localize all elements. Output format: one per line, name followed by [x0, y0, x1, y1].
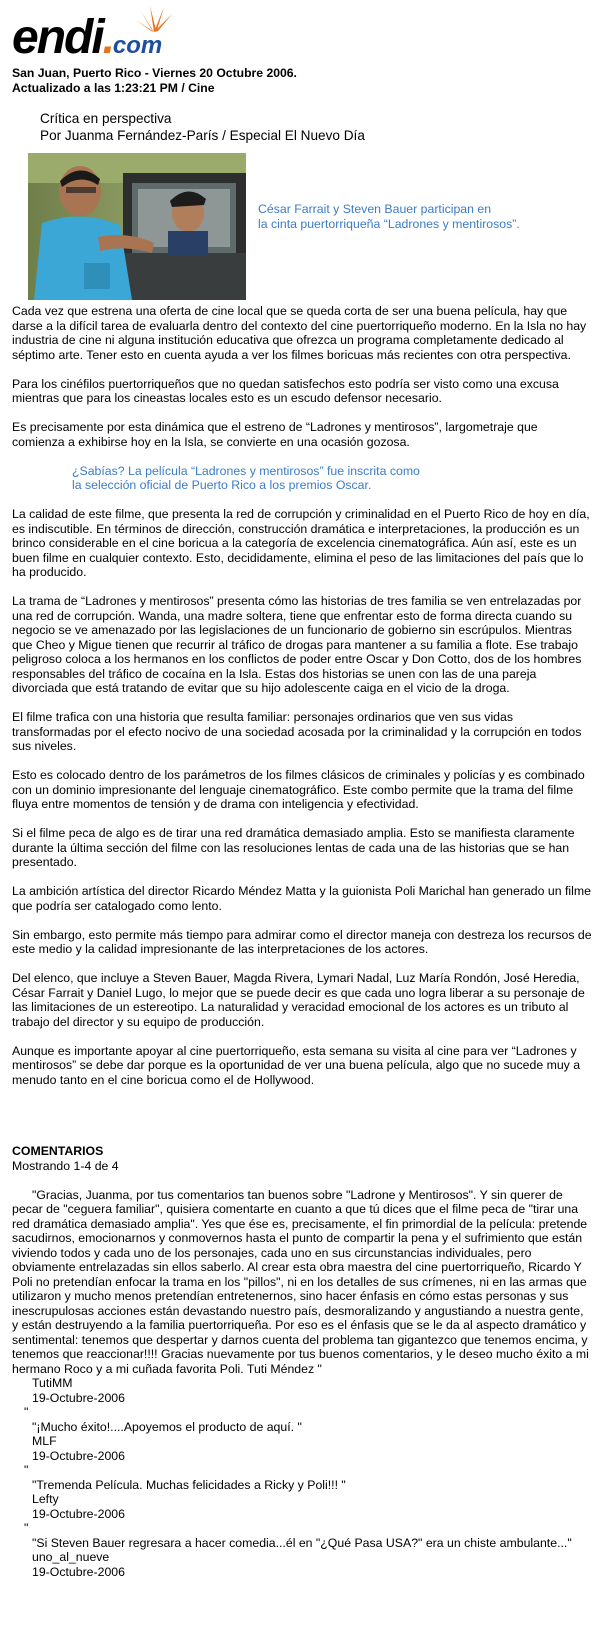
comment-item [12, 1405, 592, 1463]
comments-section [12, 1144, 592, 1579]
comment-separator: " [24, 1521, 29, 1535]
article-paragraph: Para los cinéfilos puertorriqueños que no quedan satisfechos esto podría ser visto como una excusa mientras que para los cineastas locales esto es un escudo defensor necesario. [12, 376, 559, 405]
photo-caption [258, 202, 520, 232]
article-paragraph: La calidad de este filme, que presenta la red de corrupción y criminalidad en el Puerto Rico de hoy en día, es indiscutible. En términos de dirección, construcción dramática e interpretaciones, la producción es un brinco considerable en el cine boricua a la categoría de excelencia cinematográfica. Aún así, este es un buen filme en cualquier contexto. Esto, decididamente, elimina el peso de las limitaciones del país que lo ha producido. [12, 507, 590, 579]
comment-author: uno_al_nueve [32, 1550, 110, 1564]
comment-separator: " [24, 1405, 29, 1419]
pull-quote [72, 464, 592, 493]
comment-author: Lefty [32, 1492, 59, 1506]
article-photo [28, 153, 246, 300]
endi-logo[interactable] [12, 4, 262, 64]
date-location: San Juan, Puerto Rico - Viernes 20 Octubre 2006. [12, 66, 297, 80]
caption-line: la cinta puertorriqueña “Ladrones y mentirosos”. [258, 217, 520, 231]
caption-line: César Farrait y Steven Bauer participan en [258, 202, 492, 216]
comment-date: 19-Octubre-2006 [32, 1448, 125, 1463]
photo-image [28, 153, 246, 300]
article-header [40, 110, 365, 144]
article-paragraph: Esto es colocado dentro de los parámetros de los filmes clásicos de criminales y policías y es combinado con un dominio impresionante del lenguaje cinematográfico. Este combo permite que la trama del filme fluya entre momentos de tensión y de drama con inteligencia y efectividad. [12, 768, 585, 811]
comment-text: "¡Mucho éxito!....Apoyemos el producto de aquí. " [32, 1419, 302, 1434]
comment-author: MLF [32, 1434, 57, 1448]
article-paragraph: La trama de “Ladrones y mentirosos” presenta cómo las historias de tres familia se ven entrelazadas por una red de corrupción. Wanda, una madre soltera, tiene que enfrentar esto de forma directa cuando su negocio se ve amenazado por las legislaciones de un funcionario de gobierno sin escrúpulos. Mientras que Cheo y Migue tienen que recurrir al tráfico de drogas para mantener a su familia a flote. Ese trabajo peligroso coloca a los hermanos en los conflictos de poder entre Oscar y Don Cotto, dos de los hombres responsables del tráfico de cocaína en la Isla. Estas dos historias se unen con las de una pareja divorciada que está tratando de evitar que su hijo adolescente caiga en el vicio de la droga. [12, 594, 582, 695]
comment-text: "Tremenda Película. Muchas felicidades a Ricky y Poli!!! " [32, 1477, 346, 1492]
article-body [12, 304, 592, 1102]
article-paragraph: La ambición artística del director Ricardo Méndez Matta y la guionista Poli Marichal han generado un filme que podría ser catalogado como lento. [12, 884, 591, 913]
article-paragraph: Si el filme peca de algo es de tirar una red dramática demasiado amplia. Esto se manifiesta claramente durante la última sección del filme con las resoluciones lentas de cada una de las historias que se han presentado. [12, 826, 575, 869]
dateline [12, 66, 297, 96]
article-paragraph: Cada vez que estrena una oferta de cine local que se queda corta de ser una buena película, hay que darse a la difícil tarea de evaluarla dentro del contexto del cine puertorriqueño moderno. En la Isla no hay industria de cine ni alguna institución educativa que ofrezca un programa completamente dedicado al séptimo arte. Tener esto en cuenta ayuda a ver los filmes boricuas más recientes con otra perspectiva. [12, 304, 587, 362]
article-paragraph: Aunque es importante apoyar al cine puertorriqueño, esta semana su visita al cine para ver “Ladrones y mentirosos” se debe dar porque es la oportunidad de ver una buena película, algo que no sucede muy a menudo tanto en el cine boricua como el de Hollywood. [12, 1043, 581, 1087]
comment-date: 19-Octubre-2006 [32, 1390, 125, 1405]
article-byline: Por Juanma Fernández-París / Especial El Nuevo Día [40, 128, 365, 143]
comment-author: TutiMM [32, 1376, 73, 1390]
article-title: Crítica en perspectiva [40, 111, 172, 126]
comment-item [12, 1188, 592, 1406]
logo-wordmark: endi.com [12, 11, 163, 64]
comment-text: "Gracias, Juanma, por tus comentarios tan buenos sobre "Ladrone y Mentirosos". Y sin querer de pecar de "ceguera familiar", quisiera comentarte en cuanto a que tú dices que el filme peca de "tirar una red dramática demasiado amplia". Yes que ése es, precisamente, el fin primordial de la película: pretende sacudirnos, emocionarnos y conmovernos hasta el punto de compartir la pena y el sufrimiento que están viviendo todos y cada uno de los personajes, cada uno en sus circunstancias individuales, pero obviamente entrelazadas sin ellos saberlo. Al crear esta obra maestra del cine puertorriqueño, Ricardo Y Poli no pretendían enfocar la trama en los "pillos", ni en los detalles de sus crímenes, ni en las armas que utilizaron y mucho menos pretendían entretenernos, sino hacer énfasis en cómo estas personas y sus inescrupulosas acciones están devastando nuestro país, desmoralizando y angustiando a nuestra gente, y están destruyendo a la familia puertorriqueña. Por eso es el énfasis que se le da al aspecto dramático y sentimental: tenemos que despertar y darnos cuenta del problema tan gigantezco que tenemos encima, y tenemos que reaccionar!!!! Gracias nuevamente por tus buenos comentarios, y le deseo mucho éxito a mi hermano Roco y a mi cuñada favorita Poli. Tuti Méndez " [12, 1187, 589, 1376]
comment-date: 19-Octubre-2006 [32, 1564, 125, 1579]
comment-date: 19-Octubre-2006 [32, 1506, 125, 1521]
comment-item [12, 1521, 592, 1579]
comments-count: Mostrando 1-4 de 4 [12, 1158, 119, 1173]
pull-quote-line: la selección oficial de Puerto Rico a los premios Oscar. [72, 478, 372, 492]
comment-separator: " [24, 1463, 29, 1477]
article-paragraph: Sin embargo, esto permite más tiempo para admirar como el director maneja con destreza los recursos de este medio y la calidad impresionante de las interpretaciones de los actores. [12, 927, 592, 956]
comment-text: "Si Steven Bauer regresara a hacer comedia...él en "¿Qué Pasa USA?" era un chiste ambulante..." [32, 1535, 572, 1550]
comment-item [12, 1463, 592, 1521]
article-paragraph: Es precisamente por esta dinámica que el estreno de “Ladrones y mentirosos”, largometraje que comienza a exhibirse hoy en la Isla, se convierte en una ocasión gozosa. [12, 420, 538, 449]
article-paragraph: Del elenco, que incluye a Steven Bauer, Magda Rivera, Lymari Nadal, Luz María Rondón, José Heredia, César Farrait y Daniel Lugo, lo mejor que se puede decir es que cada uno logra liberar a su personaje de las limitaciones de un estereotipo. La naturalidad y veracidad emocional de los actores es un tributo al trabajo del director y su equipo de producción. [12, 971, 585, 1029]
comments-title: COMENTARIOS [12, 1144, 104, 1158]
pull-quote-line: ¿Sabías? La película “Ladrones y mentirosos” fue inscrita como [72, 463, 420, 478]
updated-section: Actualizado a las 1:23:21 PM / Cine [12, 81, 215, 95]
article-paragraph: El filme trafica con una historia que resulta familiar: personajes ordinarios que ven sus vidas transformadas por el efecto nocivo de una sociedad acosada por la criminalidad y la corrupción en todos sus niveles. [12, 710, 582, 753]
